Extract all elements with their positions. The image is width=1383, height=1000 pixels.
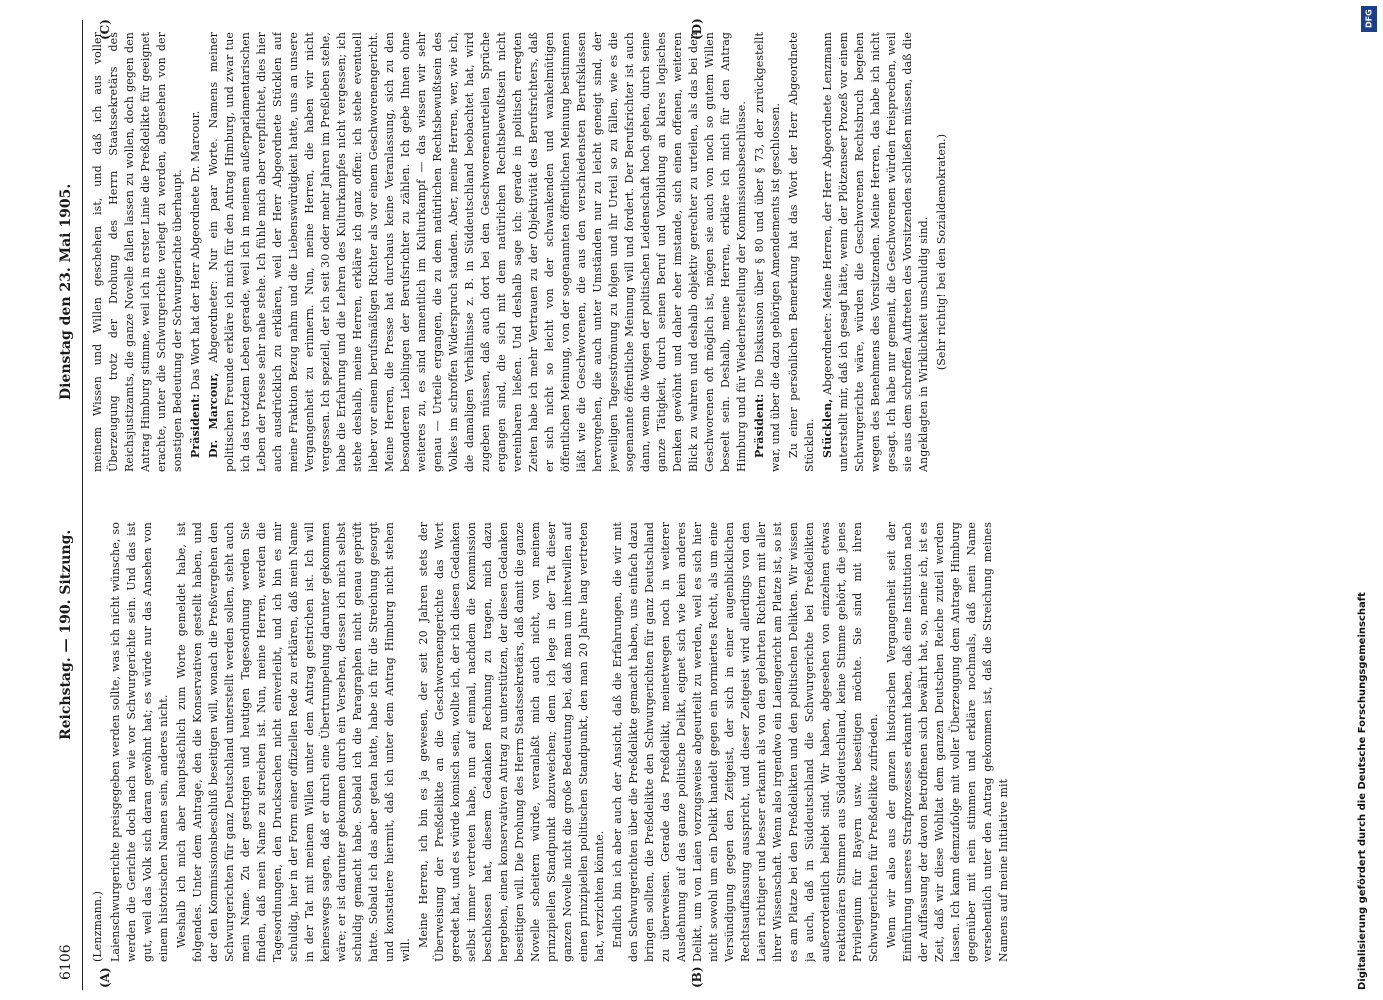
applause-note: (Sehr richtig! bei den Sozialdemokraten.) xyxy=(935,133,948,371)
margin-marker-d: (D) xyxy=(690,18,704,40)
session-title: Reichstag. — 190. Sitzung. xyxy=(58,529,74,740)
right-paragraph: meinem Wissen und Willen geschehen ist, und daß ich aus voller Überzeugung trotz der Drohung des Herrn Staatssekretärs des Reichsjustizamts, die ganze Novelle fallen lassen zu wollen, doch gegen den Antrag Himburg stimme, weil ich in erster Linie die Preßdelikte für geeignet erachte, unter die Schwurgerichte verlegt zu werden, abgesehen von der sonstigen Bedeutung der Schwurgerichte überhaupt. xyxy=(91,32,184,472)
session-date: Dienstag den 23. Mai 1905. xyxy=(58,183,74,400)
margin-marker-c: (C) xyxy=(98,19,112,40)
credit-text: Digitalisierung gefördert durch die Deutsche Forschungsgemeinschaft xyxy=(1357,592,1368,990)
president-statement: Zu einer persönlichen Bemerkung hat das Wort der Herr Abgeordnete Stücklen. xyxy=(787,32,816,472)
margin-marker-b: (B) xyxy=(690,966,704,988)
speaker-tag: (Lenzmann.) xyxy=(91,890,104,962)
header-rule xyxy=(82,20,83,990)
president-label: Präsident: xyxy=(189,393,202,458)
left-paragraph: Wenn wir also aus der ganzen historischen Vergangenheit seit der Einführung unseres Strafprozesses erkannt haben, daß eine Institution nach der Auffassung der davon Betroffenen sich bewährt hat, so, meine ich, ist es Zeit, daß wir diese Wohltat dem ganzen Deutschen Reiche zuteil werden lassen. Ich kann demzufolge mit voller Überzeugung dem Antrage Himburg gegenüber mit nein stimmen und erkläre nochmals, daß mein Name versehentlich unter den Antrag gekommen ist, daß die Streichung meines Namens auf meine Initiative mit xyxy=(885,522,1010,962)
president-statement: Die Diskussion über § 80 und über § 73, der zurückgestellt war, und über die dazu gehörigen Amendements ist geschlossen. xyxy=(753,32,782,472)
left-paragraph: Laienschwurgerichte preisgegeben werden sollte, was ich nicht wünsche, so werden die Gerichte doch nach wie vor Schwurgerichte sein. Und das ist gut, weil das Volk sich daran gewöhnt hat; es würde nur das Ansehen von einem historischen Namen sein, anderes nicht. xyxy=(109,522,170,962)
stuecklen-role: Abgeordneter: xyxy=(821,312,834,395)
digitization-credit xyxy=(1357,0,1377,1000)
left-paragraph: Weshalb ich mich aber hauptsächlich zum Worte gemeldet habe, ist folgendes. Unter dem Antrage, den die Konservativen gestellt haben, und der den Kommissionsbeschluß beseitigen will, wonach die Preßvergehen den Schwurgerichten für ganz Deutschland unterstellt werden sollen, steht auch mein Name. Zu der gestrigen und heutigen Tagesordnung werden Sie finden, daß mein Name zu streichen ist. Nun, meine Herren, werden die Tagesordnungen, den Drucksachen nicht einverleibt, und ich bin es mir schuldig, hier in der Form einer offiziellen Rede zu erklären, daß mein Name in der Tat mit meinem Willen unter dem Antrag gestrichen ist. Ich will keineswegs sagen, daß er durch eine Übertrumpelung darunter gekommen wäre; er ist darunter gekommen durch ein Versehen, dessen ich mich selbst schuldig gemacht habe. Sobald ich die Paragraphen nicht genau geprüft hatte. Sobald ich das aber getan hatte, habe ich für die Streichung gesorgt und konstatiere hiermit, daß ich unter dem Antrag Himburg nicht stehen will. xyxy=(175,522,412,962)
president-statement: Das Wort hat der Herr Abgeordnete Dr. Marcour. xyxy=(189,110,202,390)
marcour-speech: Nur ein paar Worte. Namens meiner politischen Freunde erkläre ich mich für den Antrag Himburg, und zwar tue ich das trotzdem Leben gerade, weil ich in meinem außerparlamentarischen Leben der Presse sehr nahe stehe. Ich fühle mich aber verpflichtet, dies hier auch ausdrücklich zu erklären, weil der Herr Abgeordnete Stücklen auf meine Fraktion Bezug nahm und die Liebenswürdigkeit hatte, uns an unsere Vergangenheit zu erinnern. Nun, meine Herren, die haben wir nicht vergessen. Ich speziell, der ich seit 30 oder mehr Jahren im Preßleben stehe, habe die Erfahrung und die Lehren des Kulturkampfes nicht vergessen; ich stehe deshalb, meine Herren, erkläre ich ganz offen: ich stehe eventuell lieber vor einem berufsmäßigen Richter als vor einem Geschworenengericht. Meine Herren, die Presse hat durchaus keine Veranlassung, sich zu den besonderen Lieblingen der Berufsrichter zu zählen. Ich gebe Ihnen ohne weiteres zu, es sind namentlich im Kulturkampf — das wissen wir sehr genau — Urteile ergangen, die zu dem natürlichen Rechtsbewußtsein des Volkes im schroffen Widerspruch standen. Aber, meine Herren, wer, wie ich, die damaligen Verhältnisse z. B. in Süddeutschland beobachtet hat, wird zugeben müssen, daß auch dort bei den Geschworenenurteilen Sprüche ergangen sind, die sich mit dem natürlichen Rechtsbewußtsein nicht vereinbaren ließen. Und deshalb sage ich: gerade in politisch erregten Zeiten habe ich mehr Vertrauen zu der Objektivität des Berufsrichters, daß er sich nicht so leicht von der schwankenden und wankelmütigen öffentlichen Meinung, von der sogenannten öffentlichen Meinung bestimmen läßt wie die Geschworenen, die aus den verschiedensten Berufsklassen hervorgehen, die auch unter Umständen nur zu leicht geneigt sind, der jeweiligen Tagesströmung zu folgen und ihr Urteil so zu fällen, wie es die sogenannte öffentliche Meinung will und fordert. Der Berufsrichter ist auch dann, wenn die Wogen der politischen Leidenschaft hoch gehen, durch seine ganze Tätigkeit, durch seinen Beruf und Vorbildung an klares logisches Denken gewöhnt und daher eher imstande, sich einen offenen, weiteren Blick zu wahren und deshalb objektiv gerechter zu urteilen, als das bei den Geschworenen oft möglich ist, mögen sie auch von noch so gutem Willen beseelt sein. Deshalb, meine Herren, erkläre ich mich für den Antrag Himburg und für Wiederherstellung der Kommissionsbeschlüsse. xyxy=(207,32,748,472)
page-number: 6106 xyxy=(58,944,74,980)
page-header xyxy=(56,20,82,990)
stuecklen-label: Stücklen, xyxy=(821,398,834,458)
left-column xyxy=(90,522,1330,962)
dfg-logo-icon: DFG xyxy=(1361,6,1377,32)
marcour-label: Dr. Marcour, xyxy=(207,372,220,458)
president-label: Präsident: xyxy=(753,393,766,458)
left-paragraph: Meine Herren, ich bin es ja gewesen, der seit 20 Jahren stets der Überweisung der Preßdelikte an die Geschworenengerichte das Wort geredet hat, und es würde komisch sein, wollte ich, der ich diesen Gedanken selbst immer vertreten habe, nun auf einmal, nachdem die Kommission beschlossen hat, diesem Gedanken Rechnung zu tragen, mich dazu hergeben, einen konservativen Antrag zu unterstützen, der diesen Gedanken beseitigen will. Die Drohung des Herrn Staatssekretärs, daß damit die ganze Novelle scheitern würde, veranlaßt mich auch nicht, von meinem prinzipiellen Standpunkt abzuweichen; denn ich lege in der Tat dieser ganzen Novelle nicht die große Bedeutung bei, daß man um ihretwillen auf einen prinzipiellen politischen Standpunkt, den man 20 Jahre lang vertreten hat, verzichten könnte. xyxy=(417,522,606,962)
margin-marker-a: (A) xyxy=(98,967,112,988)
marcour-role: Abgeordneter: xyxy=(207,280,220,363)
rotated-page xyxy=(50,10,1350,1000)
right-column xyxy=(90,32,1330,472)
left-paragraph: Endlich bin ich aber auch der Ansicht, daß die Erfahrungen, die wir mit den Schwurgerichten über die Preßdelikte gemacht haben, uns einfach dazu bringen sollten, die Preßdelikte den Schwurgerichten für ganz Deutschland zu überweisen. Gerade das Preßdelikt, meinetwegen noch in weiterer Ausdehnung auf das ganze politische Delikt, eignet sich wie kein anderes Delikt, um von Laien vorzugsweise abgeurteilt zu werden, weil es sich hier nicht sowohl um ein Delikt handelt gegen ein normiertes Recht, als um eine Versündigung gegen den Zeitgeist, der sich in einer augenblicklichen Rechtsauffassung ausspricht, und dieser Zeitgeist wird allerdings von den Laien richtiger und besser erkannt als von den gelehrten Richtern mit aller ihrer Wissenschaft. Wenn also irgendwo ein Laiengericht am Platze ist, so ist es am Platze bei den Preßdelikten und den politischen Delikten. Wir wissen ja auch, daß in Süddeutschland die Schwurgerichte bei Preßdelikten außerordentlich beliebt sind. Wir haben, abgesehen von einzelnen etwas reaktionären Stimmen aus Süddeutschland, keine Stimme gehört, die jenes Privilegium für Bayern usw. beseitigen möchte. Sie sind mit ihren Schwurgerichten für Preßdelikte zufrieden. xyxy=(611,522,880,962)
stuecklen-speech: Meine Herren, der Herr Abgeordnete Lenzmann unterstellt mir, daß ich gesagt hätte, wenn der Plötzenseer Prozeß vor einem Schwurgerichte wäre, würden die Geschworenen Rechtsbruch begehen wegen des Benehmens des Vorsitzenden. Meine Herren, das habe ich nicht gesagt. Ich habe nur gemeint, die Geschworenen würden freisprechen, weil sie aus dem schroffen Auftreten des Vorsitzenden schließen müssen, daß die Angeklagten in Wirklichkeit unschuldig sind. xyxy=(821,32,930,472)
